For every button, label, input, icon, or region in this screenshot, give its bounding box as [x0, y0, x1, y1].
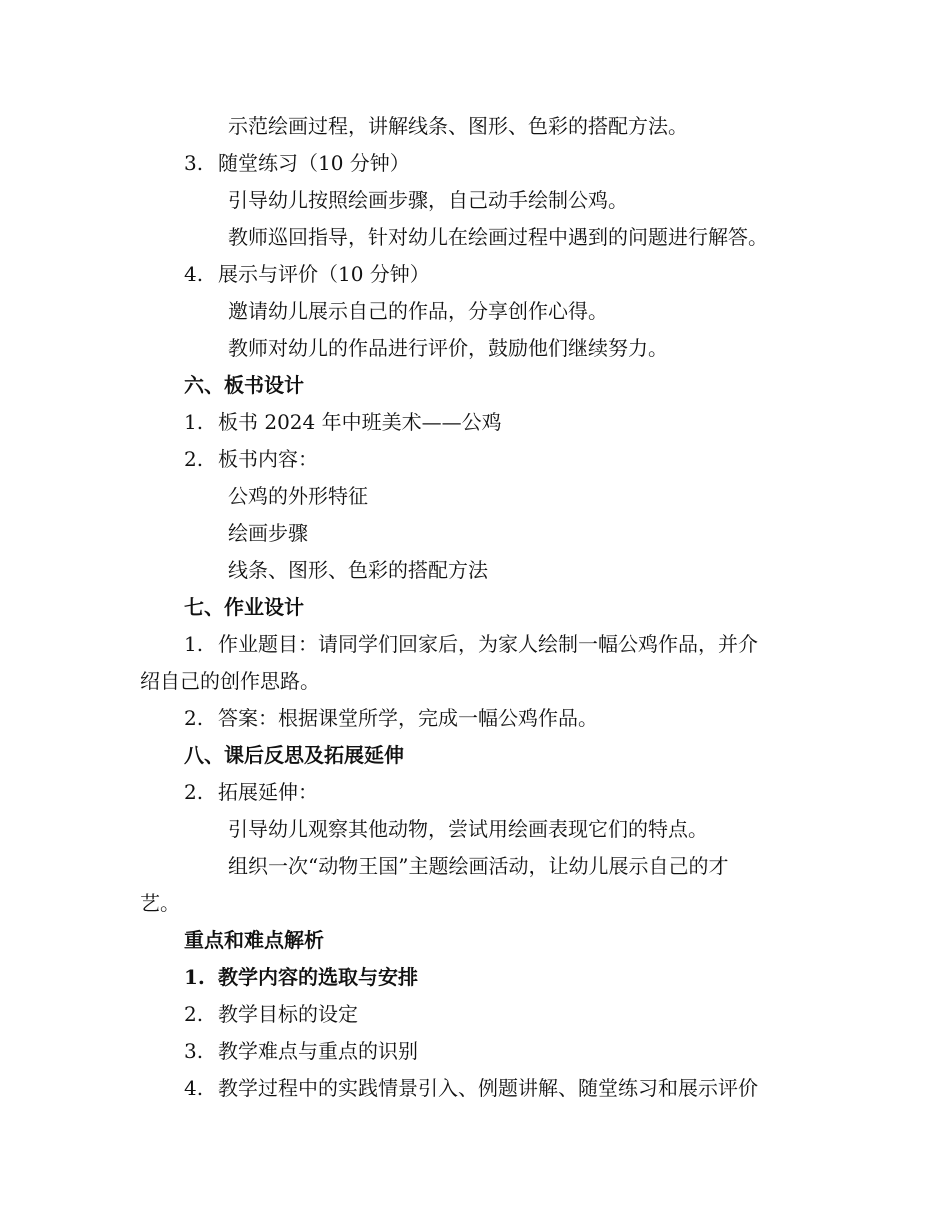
body-paragraph: 示范绘画过程，讲解线条、图形、色彩的搭配方法。	[228, 114, 688, 138]
list-item-text: 答案：根据课堂所学，完成一幅公鸡作品。	[218, 706, 598, 730]
list-item	[184, 1000, 358, 1028]
section-heading: 七、作业设计	[184, 595, 304, 619]
list-number: 1.	[184, 632, 204, 656]
list-item	[184, 1074, 758, 1102]
list-item-text: 作业题目：请同学们回家后，为家人绘制一幅公鸡作品，并介	[218, 632, 758, 656]
list-item-title: 随堂练习（10 分钟）	[218, 151, 410, 175]
list-item	[184, 1037, 418, 1065]
body-paragraph: 教师对幼儿的作品进行评价，鼓励他们继续努力。	[228, 336, 668, 360]
list-item-text: 板书 2024 年中班美术——公鸡	[218, 410, 502, 434]
list-number: 3.	[184, 151, 204, 175]
list-item-text: 教学过程中的实践情景引入、例题讲解、随堂练习和展示评价	[218, 1076, 758, 1100]
list-number: 2.	[184, 1002, 204, 1026]
sub-item: 引导幼儿观察其他动物，尝试用绘画表现它们的特点。	[228, 817, 708, 841]
list-item-text: 板书内容：	[218, 447, 318, 471]
list-number: 2.	[184, 706, 204, 730]
list-item-title: 展示与评价（10 分钟）	[218, 262, 430, 286]
body-paragraph: 邀请幼儿展示自己的作品，分享创作心得。	[228, 299, 608, 323]
list-item	[184, 963, 418, 991]
list-number: 4.	[184, 262, 204, 286]
sub-item-continuation: 艺。	[140, 891, 180, 915]
list-item	[184, 149, 410, 177]
list-item	[184, 408, 502, 436]
sub-item: 绘画步骤	[228, 521, 308, 545]
list-item	[184, 445, 318, 473]
list-item-text: 教学难点与重点的识别	[218, 1039, 418, 1063]
list-item-text: 教学目标的设定	[218, 1002, 358, 1026]
list-item-continuation: 绍自己的创作思路。	[140, 669, 320, 693]
list-number: 3.	[184, 1039, 204, 1063]
section-heading: 重点和难点解析	[184, 928, 324, 952]
list-item	[184, 630, 758, 658]
list-item	[184, 704, 598, 732]
list-item-text: 教学内容的选取与安排	[218, 965, 418, 989]
body-paragraph: 教师巡回指导，针对幼儿在绘画过程中遇到的问题进行解答。	[228, 225, 768, 249]
sub-item: 公鸡的外形特征	[228, 484, 368, 508]
section-heading: 六、板书设计	[184, 373, 304, 397]
list-number: 1.	[184, 410, 204, 434]
list-item-text: 拓展延伸：	[218, 780, 318, 804]
list-item	[184, 778, 318, 806]
list-number: 2.	[184, 780, 204, 804]
section-heading: 八、课后反思及拓展延伸	[184, 743, 404, 767]
sub-item: 组织一次“动物王国”主题绘画活动，让幼儿展示自己的才	[228, 854, 729, 878]
list-item	[184, 260, 430, 288]
sub-item: 线条、图形、色彩的搭配方法	[228, 558, 488, 582]
list-number: 1.	[184, 965, 205, 989]
list-number: 2.	[184, 447, 204, 471]
body-paragraph: 引导幼儿按照绘画步骤，自己动手绘制公鸡。	[228, 188, 628, 212]
list-number: 4.	[184, 1076, 204, 1100]
